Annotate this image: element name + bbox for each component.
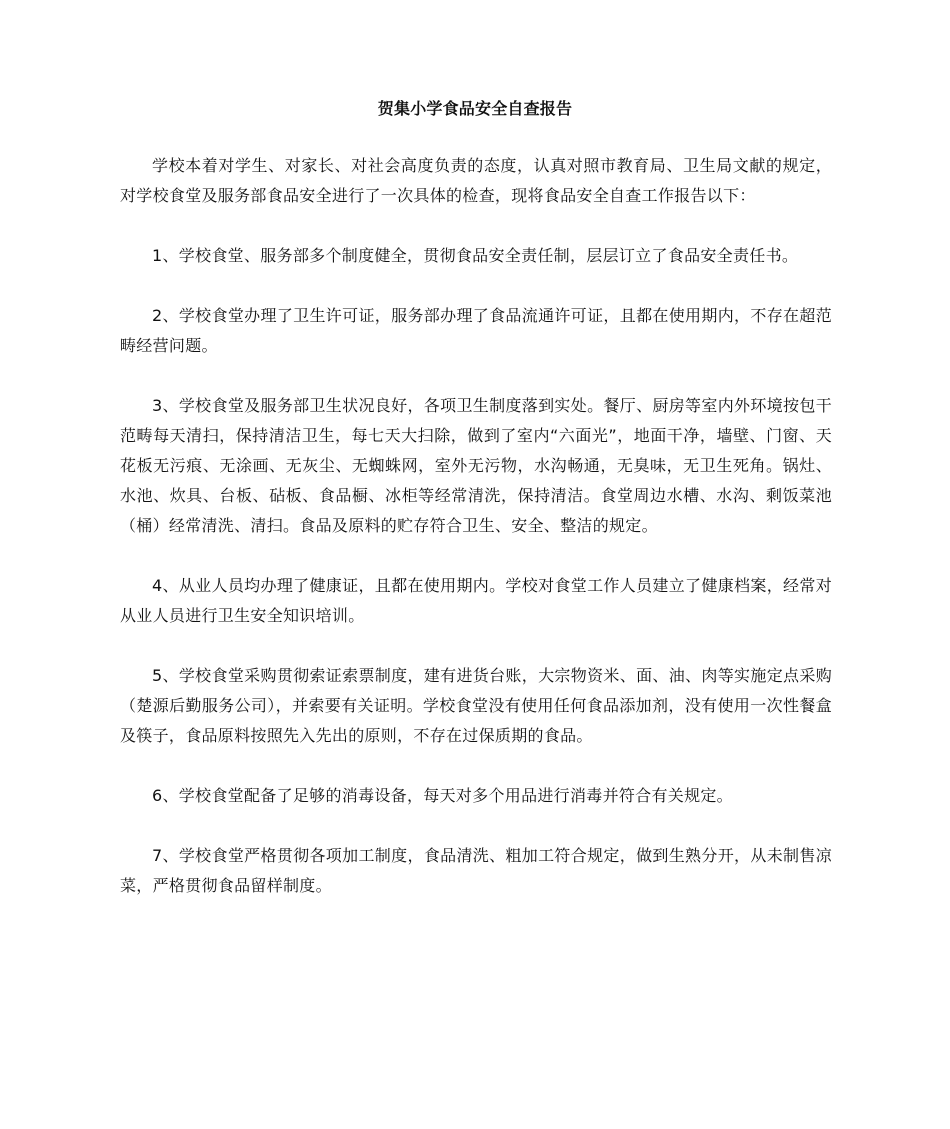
document-title: 贺集小学食品安全自查报告 bbox=[377, 99, 573, 118]
paragraph-item-1: 1、学校食堂、服务部多个制度健全，贯彻食品安全责任制，层层订立了食品安全责任书。 bbox=[152, 246, 799, 265]
paragraph-item-2: 2、学校食堂办理了卫生许可证，服务部办理了食品流通许可证，且都在使用期内，不存在超范畴经营问题。 bbox=[120, 306, 832, 355]
paragraph-item-6: 6、学校食堂配备了足够的消毒设备，每天对多个用品进行消毒并符合有关规定。 bbox=[152, 786, 733, 805]
paragraph-item-3: 3、学校食堂及服务部卫生状况良好，各项卫生制度落到实处。餐厅、厨房等室内外环境按包干范畴每天清扫，保持清洁卫生，每七天大扫除，做到了室内“六面光”，地面干净，墙壁、门窗、天花板无污痕、无涂画、无灰尘、无蜘蛛网，室外无污物，水沟畅通，无臭味，无卫生死角。锅灶、水池、炊具、台板、砧板、食品橱、冰柜等经常清洗，保持清洁。食堂周边水槽、水沟、剩饭菜池（桶）经常清洗、清扫。食品及原料的贮存符合卫生、安全、整洁的规定。 bbox=[120, 396, 832, 535]
paragraph-item-7: 7、学校食堂严格贯彻各项加工制度，食品清洗、粗加工符合规定，做到生熟分开，从未制售凉菜，严格贯彻食品留样制度。 bbox=[120, 846, 832, 895]
paragraph-intro: 学校本着对学生、对家长、对社会高度负责的态度，认真对照市教育局、卫生局文献的规定，对学校食堂及服务部食品安全进行了一次具体的检查，现将食品安全自查工作报告以下： bbox=[120, 156, 832, 205]
document-body bbox=[120, 151, 832, 931]
paragraph-item-4: 4、从业人员均办理了健康证，且都在使用期内。学校对食堂工作人员建立了健康档案，经常对从业人员进行卫生安全知识培训。 bbox=[120, 576, 832, 625]
paragraph-item-5: 5、学校食堂采购贯彻索证索票制度，建有进货台账，大宗物资米、面、油、肉等实施定点采购（楚源后勤服务公司），并索要有关证明。学校食堂没有使用任何食品添加剂，没有使用一次性餐盒及筷子，食品原料按照先入先出的原则，不存在过保质期的食品。 bbox=[120, 666, 832, 745]
